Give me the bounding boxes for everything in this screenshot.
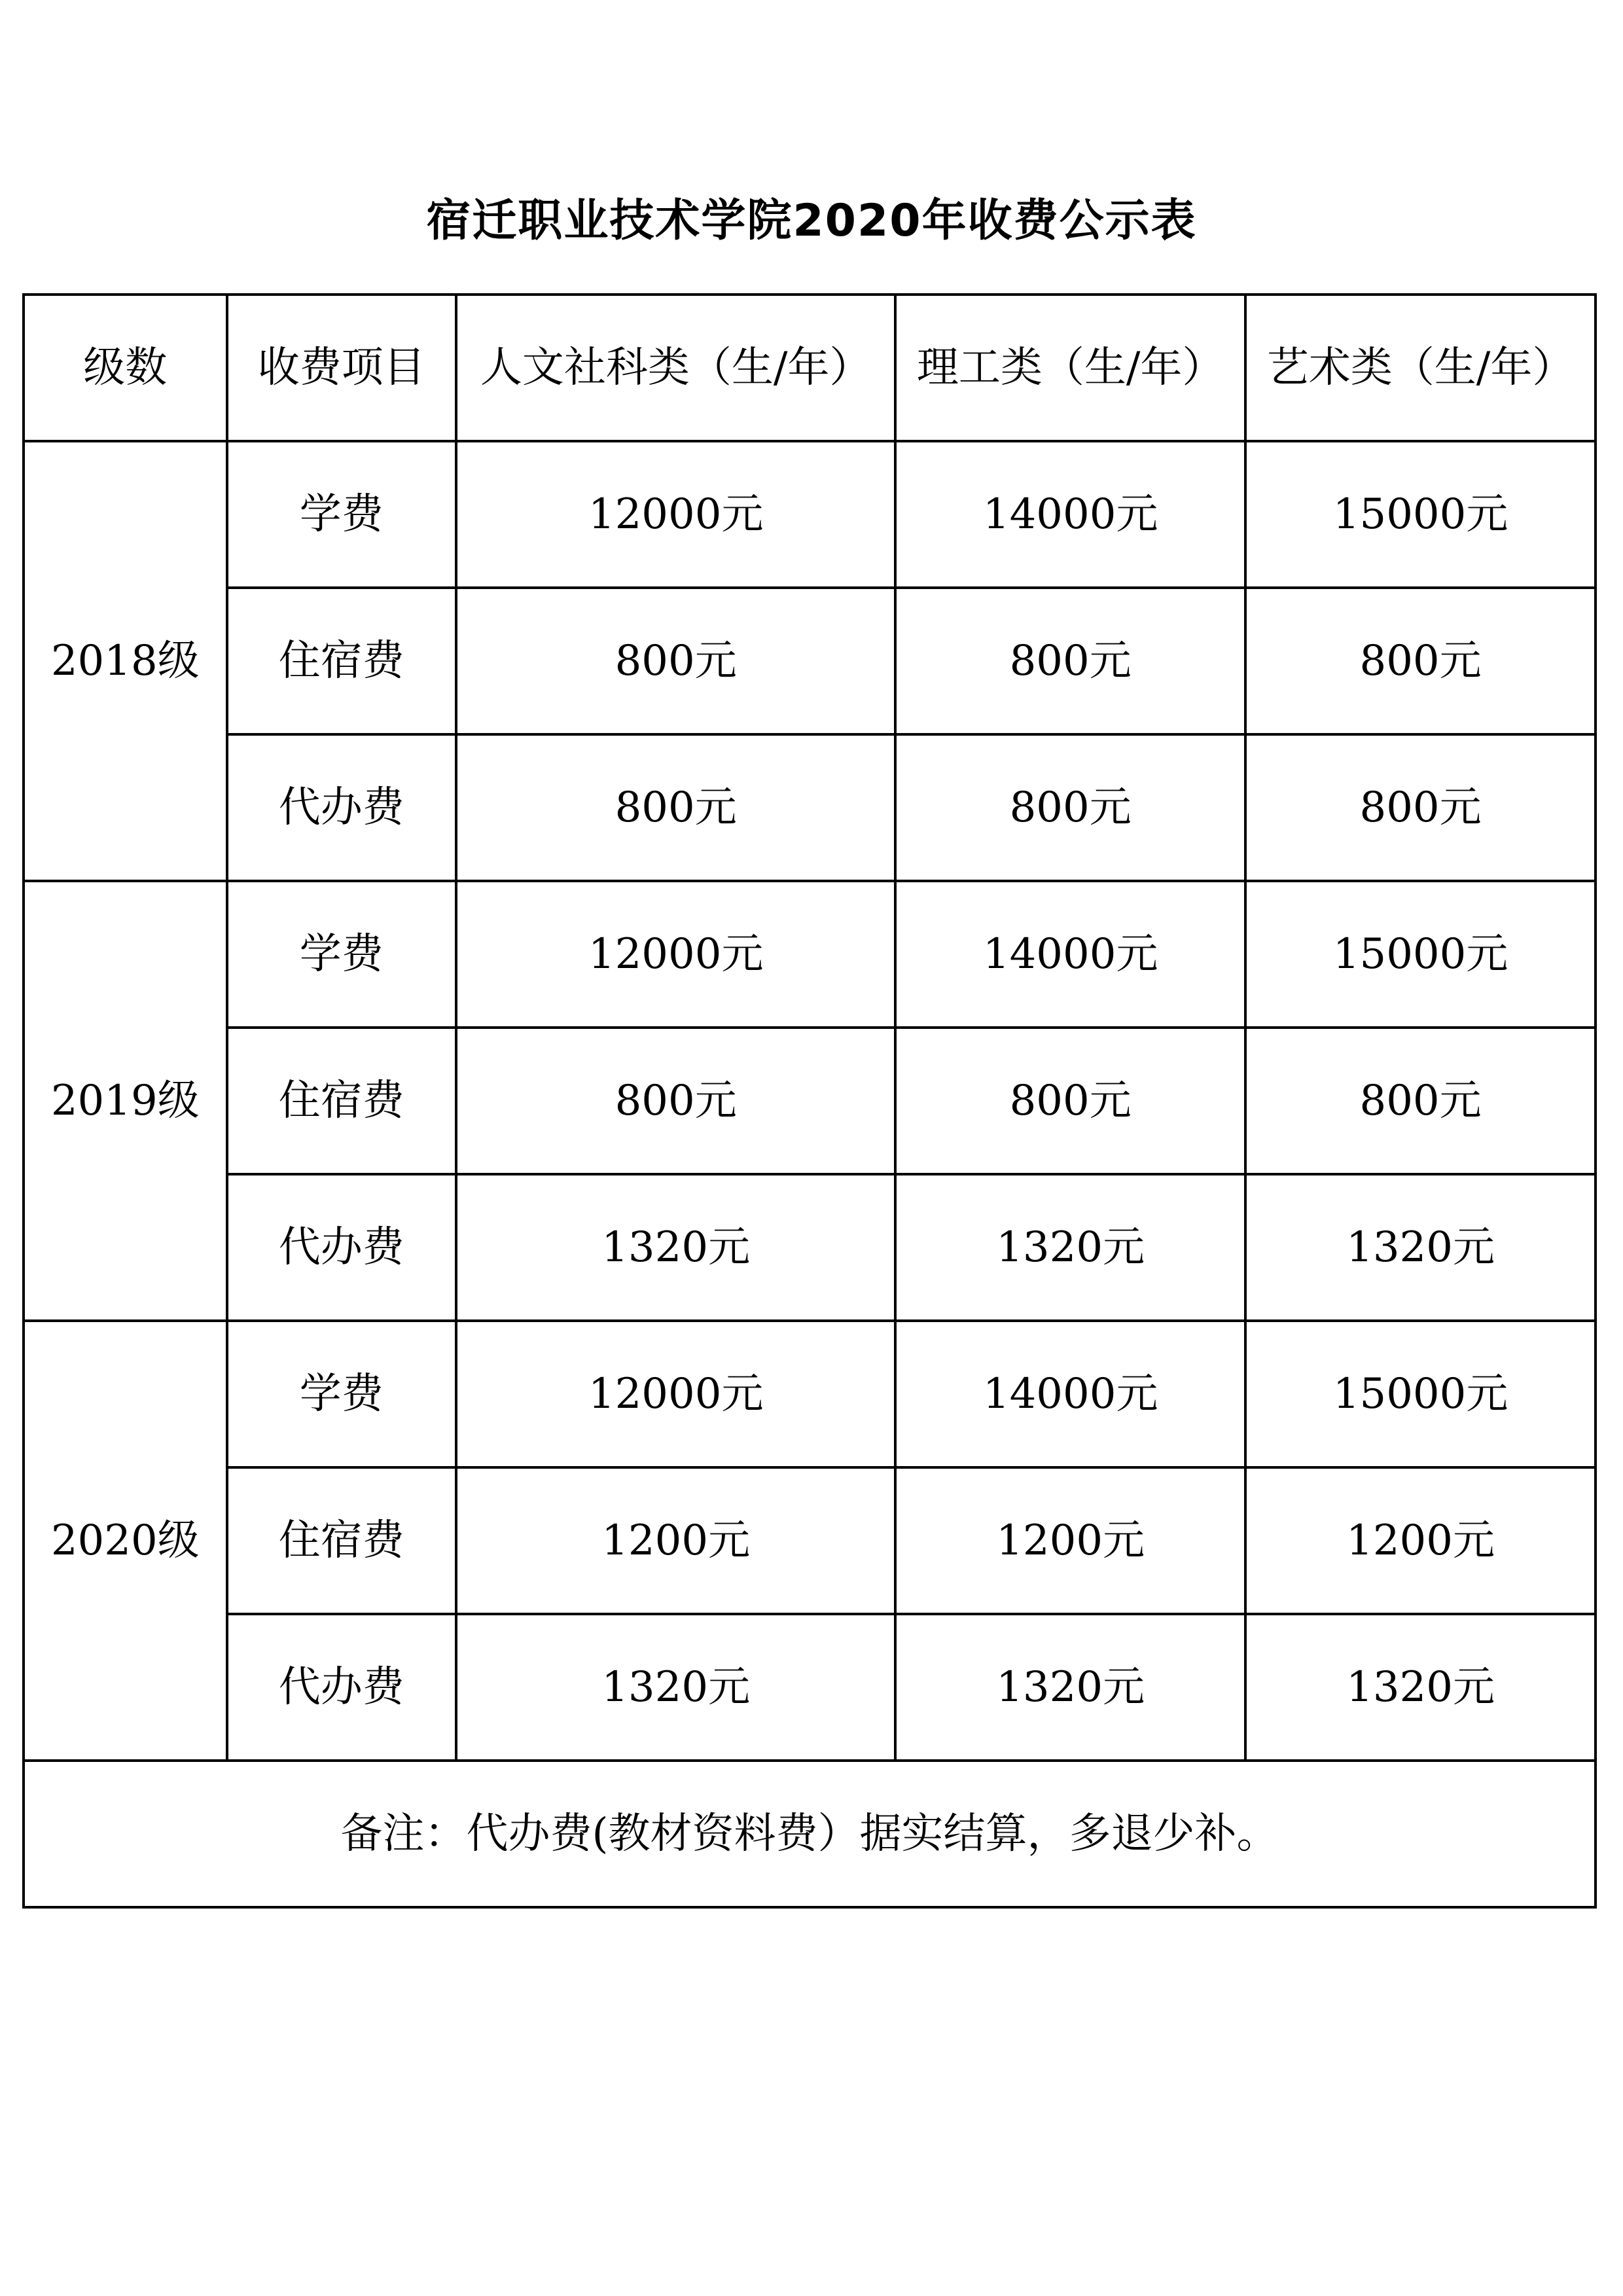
- fee-value-cell: 12000元: [456, 881, 895, 1028]
- fee-value-cell: 800元: [895, 734, 1245, 881]
- fee-item-cell: 代办费: [227, 1174, 457, 1321]
- fee-value-cell: 15000元: [1245, 1321, 1596, 1467]
- table-row: [24, 588, 1596, 734]
- fee-value-cell: 14000元: [895, 1321, 1245, 1467]
- fee-value-cell: 1200元: [895, 1467, 1245, 1614]
- header-arts: 艺术类（生/年）: [1245, 295, 1596, 441]
- fee-value-cell: 1320元: [895, 1614, 1245, 1761]
- fee-value-cell: 1320元: [456, 1614, 895, 1761]
- fee-item-cell: 住宿费: [227, 1467, 457, 1614]
- table-row: [24, 734, 1596, 881]
- fee-item-cell: 住宿费: [227, 1028, 457, 1174]
- table-row: [24, 1614, 1596, 1761]
- header-item: 收费项目: [227, 295, 457, 441]
- fee-value-cell: 12000元: [456, 441, 895, 588]
- fee-value-cell: 1320元: [1245, 1174, 1596, 1321]
- note-row: [24, 1761, 1596, 1907]
- table-row: [24, 1028, 1596, 1174]
- fee-value-cell: 1320元: [895, 1174, 1245, 1321]
- fee-value-cell: 800元: [1245, 588, 1596, 734]
- fee-value-cell: 800元: [895, 588, 1245, 734]
- table-row: [24, 1321, 1596, 1467]
- fee-value-cell: 14000元: [895, 441, 1245, 588]
- fee-value-cell: 800元: [1245, 734, 1596, 881]
- fee-value-cell: 800元: [1245, 1028, 1596, 1174]
- header-row: [24, 295, 1596, 441]
- fee-value-cell: 12000元: [456, 1321, 895, 1467]
- page-title: 宿迁职业技术学院2020年收费公示表: [426, 195, 1197, 247]
- fee-item-cell: 代办费: [227, 1614, 457, 1761]
- fee-value-cell: 1200元: [456, 1467, 895, 1614]
- grade-cell: 2018级: [24, 441, 227, 881]
- fee-item-cell: 学费: [227, 441, 457, 588]
- fee-table: [22, 293, 1597, 1909]
- fee-value-cell: 15000元: [1245, 881, 1596, 1028]
- table-row: [24, 1467, 1596, 1614]
- fee-item-cell: 住宿费: [227, 588, 457, 734]
- fee-value-cell: 800元: [456, 734, 895, 881]
- fee-value-cell: 1320元: [1245, 1614, 1596, 1761]
- table-row: [24, 1174, 1596, 1321]
- fee-value-cell: 1320元: [456, 1174, 895, 1321]
- fee-value-cell: 1200元: [1245, 1467, 1596, 1614]
- header-science-engineering: 理工类（生/年）: [895, 295, 1245, 441]
- table-row: [24, 881, 1596, 1028]
- fee-value-cell: 800元: [456, 1028, 895, 1174]
- fee-item-cell: 学费: [227, 1321, 457, 1467]
- header-grade: 级数: [24, 295, 227, 441]
- note-cell: 备注：代办费(教材资料费）据实结算，多退少补。: [24, 1761, 1596, 1907]
- grade-cell: 2019级: [24, 881, 227, 1321]
- fee-value-cell: 800元: [895, 1028, 1245, 1174]
- table-row: [24, 441, 1596, 588]
- fee-item-cell: 代办费: [227, 734, 457, 881]
- header-humanities: 人文社科类（生/年）: [456, 295, 895, 441]
- grade-cell: 2020级: [24, 1321, 227, 1761]
- fee-value-cell: 14000元: [895, 881, 1245, 1028]
- fee-item-cell: 学费: [227, 881, 457, 1028]
- fee-value-cell: 800元: [456, 588, 895, 734]
- fee-value-cell: 15000元: [1245, 441, 1596, 588]
